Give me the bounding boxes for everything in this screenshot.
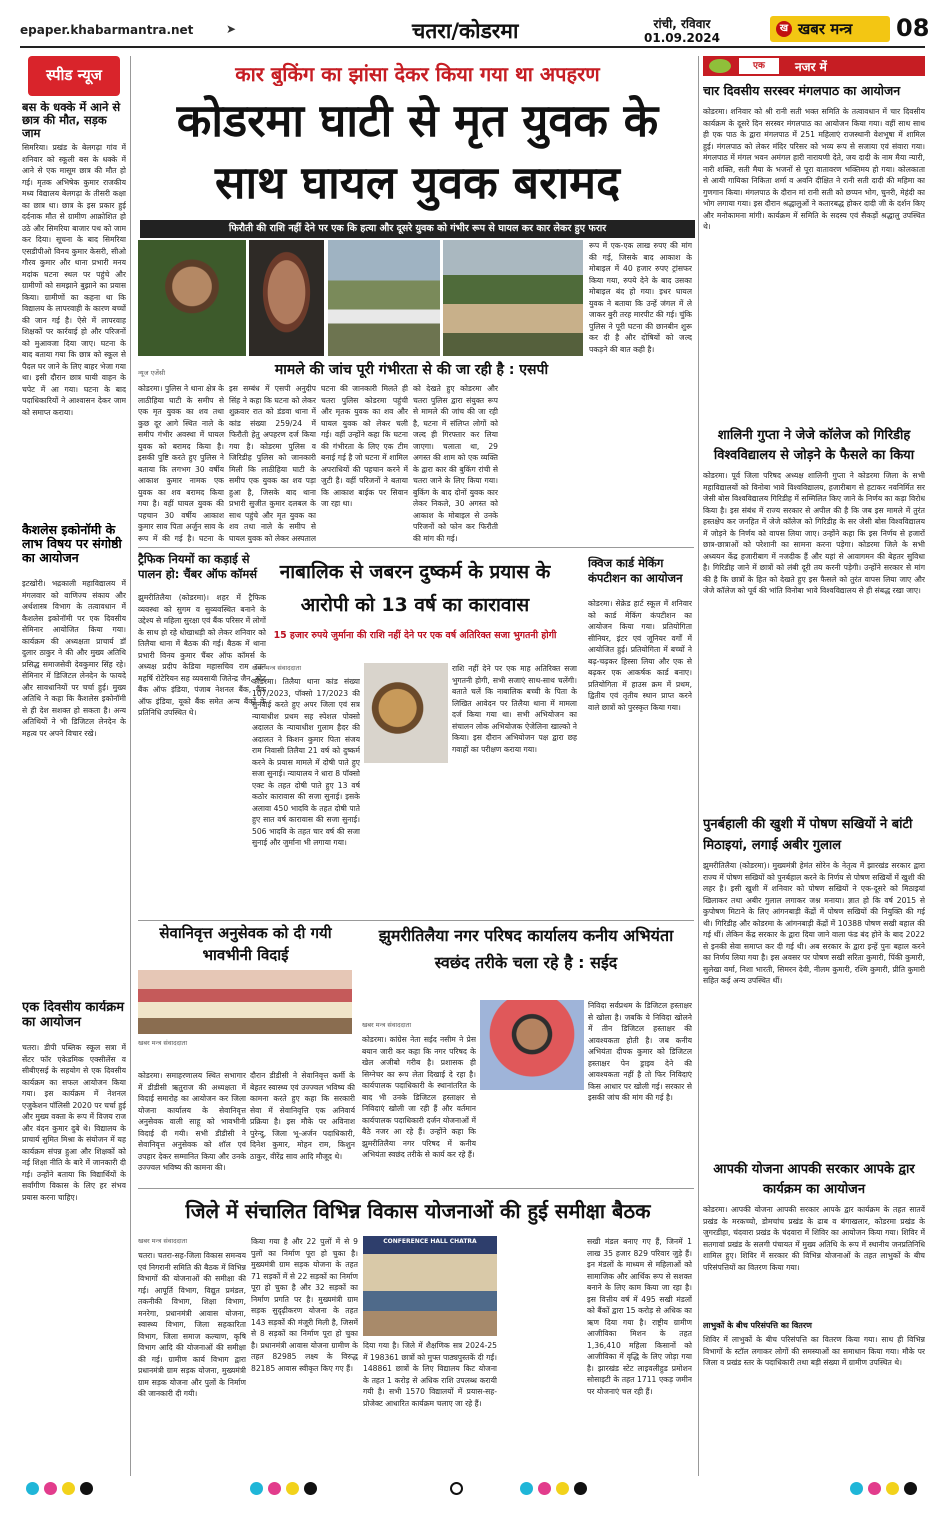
lead-col2: इस सम्बंध में एसपी अनुदीप सिंह ने कहा कि घटना को लेकर शुक्रवार रात को डंडवा थाना में कांड संख्या 259/24 में फिरौती हेतु अपहरण दर्ज किया गया है। कोडरमा पुलिस व जिरिडीह पुलिस को जानकारी मिली कि लाठीहिया घाटी के समीप एक युवक का शव पड़ा हुआ है, जिसके बाद थाना प्रभारी सुजीत कुमार दलबल के साथ पहुंचे और मृत युवक का शव तथा नाले के समीप से घायल युवक को लेकर अस्पताल — [229, 384, 316, 543]
photo-saeed-naseem — [480, 1000, 584, 1090]
nazar-title: नजर में — [795, 60, 827, 74]
ek-nazar-bar — [703, 56, 925, 76]
court-byline: खबर मन्त्र संवाददाता — [252, 664, 302, 672]
lead-bottom-rule — [138, 547, 694, 548]
right-story4-subhead: लाभुकों के बीच परिसंपत्ति का वितरण — [703, 1321, 812, 1330]
traffic-body: झुमरीतिलैया (कोडरमा)। शहर में ट्रैफिक व्यवस्था को सुगम व सुव्यवस्थित बनाने के उद्देश्य से महिला सुरक्षा एवं बैंक परिसर में लोगों के साथ हो रहे धोखाधड़ी को लेकर शनिवार को तिलैया थाना में बैठक की गई। बैठक में थाना प्रभारी विनय कुमार चैंबर ऑफ कॉमर्स के अध्यक्ष प्रदीप केडिया महासचिव राम रतन महर्षि रोटेरियन सह व्यवसायी जितेन्द्र जैन, स्टेट बैंक ऑफ इंडिया, पंजाब नेशनल बैंक, बैंक ऑफ इंडिया, यूको बैंक समेत अन्य बैंकों के प्रतिनिधि उपस्थित थे। — [138, 593, 266, 717]
farewell-headline: सेवानिवृत्त अनुसेवक को दी गयी भावभीनी विदाई — [159, 924, 332, 964]
left-column-rule — [130, 56, 131, 1476]
left-story1-headline: बस के धक्के में आने से छात्र की मौत, सड़क जाम — [22, 101, 121, 139]
farewell-byline: खबर मन्त्र संवाददाता — [138, 1039, 188, 1047]
review-byline: खबर मन्त्र संवाददाता — [138, 1237, 188, 1245]
review-body2: किया गया है और 22 पुलों में से 9 पुलों का निर्माण पूरा हो चुका है। मुख्यमंत्री ग्राम सड़क योजना के तहत 71 सड़कों में से 22 सड़कों का निर्माण पूरा हो चुका है और 32 सड़कों का निर्माण प्रगति पर है। मुख्यमंत्री ग्राम सड़क सुदृढ़ीकरण योजना के तहत 143 सड़कों की मंजूरी मिली है, जिसमें से 8 सड़कों का निर्माण पूरा हो चुका है। प्रधानमंत्री आवास योजना ग्रामीण के तहत 82985 लक्ष्य के विरुद्ध 82185 आवास स्वीकृत किए गए हैं। — [251, 1237, 358, 1373]
traffic-headline: ट्रैफिक नियमों का कड़ाई से पालन हो: चैंबर ऑफ कॉमर्स — [138, 552, 258, 581]
magenta-dot-3 — [538, 1482, 551, 1495]
black-dot-4 — [904, 1482, 917, 1495]
conference-hall-label: CONFERENCE HALL CHATRA — [383, 1238, 477, 1245]
engineer-body-b — [480, 1094, 584, 1184]
magenta-dot — [44, 1482, 57, 1495]
court-headline: नाबालिक से जबरन दुष्कर्म के प्रयास के आरोपी को 13 वर्ष का कारावास — [279, 561, 551, 616]
lower-rule — [138, 1188, 694, 1189]
lead-col1: कोडरमा। पुलिस ने थाना क्षेत्र के लाठीहिया घाटी के समीप से एक मृत युवक का शव तथा कुछ दूर आगे स्थित नाले के समीप गंभीर अवस्था में घायल युवक को बरामद किया है। इसकी पुष्टि करते हुए पुलिस ने बताया कि लगभग 30 वर्षीय आकाश कुमार नामक एक युवक का शव बरामद किया गया है। वहीं घायल युवक की पहचान 30 वर्षीय आकाश कुमार साव पिता अर्जुन साव के रूप में की गई है। घटना के — [138, 384, 224, 543]
site-url[interactable]: epaper.khabarmantra.net — [20, 23, 194, 37]
engineer-byline: खबर मन्त्र संवाददाता — [362, 1021, 412, 1029]
photo-car — [328, 240, 440, 356]
lead-col5: रूप में एक-एक लाख रुपए की मांग की गई, जिसके बाद आकाश के मोबाइल में 40 हजार रुपए ट्रांसफर किया गया, रुपये देने के बाद उसका मोबाइल बंद हो गया। इधर घायल युवक ने बताया कि उन्हें जंगल में ले जाकर बुरी तरह मारपीट की गई। चुंकि पुलिस ने पूरी घटना की छानबीन शुरू कर दी है और दोषियों को जल्द पकड़ने की बात कही है। — [589, 241, 692, 354]
lead-kicker: कार बुकिंग का झांसा देकर किया गया था अपहरण — [235, 62, 600, 86]
section-title: चतरा/कोडरमा — [412, 19, 519, 43]
photo-credit: न्यूज एजेंसी — [138, 369, 166, 377]
cyan-dot — [26, 1482, 39, 1495]
court-body: कोडरमा। तिलैया थाना कांड संख्या 107/2023, पॉक्सो 17/2023 की सुनवाई करते हुए अपर जिला एवं सत्र न्यायाधीश प्रथम सह स्पेशल पोक्सो अदालत के न्यायाधीश गुलाम हैदर की अदालत ने किशन कुमार पिता संजय राम निवासी तिलैया 21 वर्ष को दुष्कर्म करने के प्रयास मामले में दोषी पाते हुए सजा सुनाई। न्यायालय ने धारा 8 पॉक्सो एक्ट के तहत दोषी पाते हुए 13 वर्ष कठोर कारावास की सजा सुनाई। इसके अलावा 450 भादवि के तहत दोषी पाते हुए सात वर्ष कारावास की सजा सुनाई। 506 भादवि के तहत चार वर्ष की सजा सुनाई और जुर्माना भी लगाया गया। — [252, 677, 360, 847]
photo-gavel — [364, 663, 448, 763]
court-body2: राशि नहीं देने पर एक माह अतिरिक्त सजा भुगतनी होगी, सभी सजाएं साथ-साथ चलेंगी। बताते चलें कि नाबालिक बच्ची के पिता के लिखित आवेदन पर तिलैया थाना में मामला दर्ज किया गया था। सभी अभियोजन का संचालन लोक अभियोजक ऐजेलिना खाल्को ने किया। इस दौरान अभियोजन पक्ष द्वारा छह गवाहों का परीक्षण कराया गया। — [452, 664, 577, 754]
brand-name: खबर मन्त्र — [798, 20, 853, 38]
review-headline: जिले में संचालित विभिन्न विकास योजनाओं की हुई समीक्षा बैठक — [185, 1199, 651, 1223]
masthead-strip — [20, 14, 930, 48]
left-story3-body: चतरा। डीपी पब्लिक स्कूल सत्रा में सेंटर फॉर एकेडमिक एक्सीलेंस व सीबीएसई के सहयोग से एक दिवसीय कार्यक्रम का सफल आयोजन किया गया। इस कार्यक्रम में नेशनल एजुकेशन पॉलिसी 2020 पर चर्चा हुई और मुख्य वक्ता के रूप में विजय राज और वंदन कुमार दुबे थे। विद्यालय के प्राचार्य सुमित मिश्रा के संयोजन में यह कार्यक्रम संपन्न हुआ और शिक्षकों को नई शिक्षा नीति के बारे में जानकारी दी गई। उन्होंने बताया कि विद्यार्थियों के सर्वांगीण विकास के लिए हर संभव प्रयास करना चाहिए। — [22, 1043, 126, 1202]
register-mark-icon — [450, 1482, 463, 1495]
lead-col3: घटना की जानकारी मिलते ही चतरा पुलिस कोडरमा पहुंची और मृतक युवक का शव और घायल युवक को लेकर चली गई। वहीं उन्होंने कहा कि घटना की गंभीरता के लिए एक टीम बनाई गई है जो घटना में शामिल अपराधियों की पहचान करने में जुटी है। वहीं परिजनों ने बताया कि आकाश बाईक पर सिवान जा रहा था। — [321, 384, 408, 508]
brand-logo-icon: ख — [776, 21, 792, 37]
review-body3: दिया गया है। जिले में शैक्षणिक सत्र 2024-25 में 198361 छात्रों को मुफ्त पाठ्यपुस्तकें दी गईं। 148861 छात्रों के लिए विद्यालय किट योजना के तहत 1 करोड़ से अधिक राशि उपलब्ध करायी गयी है। सभी 1570 विद्यालयों में प्रयास-सह-प्रोजेक्ट आधारित कार्यक्रम चलाए जा रहे हैं। — [363, 1341, 497, 1408]
date: 01.09.2024 — [644, 31, 720, 45]
magenta-dot-2 — [268, 1482, 281, 1495]
right-story1-headline: चार दिवसीय सरस्वर मंगलपाठ का आयोजन — [703, 83, 901, 98]
quiz-body: कोडरमा। सेक्रेड हार्ट स्कूल में शनिवार को कार्ड मेकिंग कंपटीशन का आयोजन किया गया। प्रतियोगिता सीनियर, इंटर एवं जूनियर वर्गों में आयोजित हुई। प्रतियोगिता में बच्चों ने बढ़-चढ़कर हिस्सा लिया और एक से बढ़कर एक आकर्षक कार्ड बनाए। प्रतियोगिता में हाउस क्रम में प्रथम, द्वितीय एवं तृतीय स्थान प्राप्त करने वाले छात्रों को पुरस्कृत किया गया। — [588, 599, 692, 712]
black-dot-2 — [304, 1482, 317, 1495]
court-body-b — [364, 766, 448, 916]
globe-icon — [709, 59, 731, 73]
photo-police-site — [443, 240, 583, 356]
court-strap: 15 हजार रुपये जुर्माना की राशि नहीं देने पर एक वर्ष अतिरिक्त सजा भुगतनी होगी — [273, 630, 557, 641]
yellow-dot-2 — [286, 1482, 299, 1495]
cyan-dot-2 — [250, 1482, 263, 1495]
photo-injured-back — [249, 240, 324, 356]
mid-rule — [138, 920, 694, 921]
photo-victim-face — [138, 240, 246, 356]
yellow-dot-3 — [556, 1482, 569, 1495]
lead-subhead: मामले की जांच पूरी गंभीरता से की जा रही है : एसपी — [274, 362, 549, 378]
right-story3-body: झुमरीतिलैया (कोडरमा)। मुख्यमंत्री हेमंत सोरेन के नेतृत्व में झारखंड सरकार द्वारा राज्य में पोषण सखियों को पुनर्बहाल करने के निर्णय से पोषण सखियों में खुशी की लहर है। इसी खुशी में शनिवार को पोषण सखियों ने एक-दूसरे को मिठाइयां खिलाकर तथा अबीर गुलाल लगाकर जश्न मनाया। ज्ञात हो कि वर्ष 2015 से कुपोषण मिटाने के लिए आंगनबाड़ी केंद्रों में पोषण सखियों की नियुक्ति की गई थी। गिरिडीह और कोडरमा के आंगनबाड़ी केंद्रों में 10388 पोषण सखी बहाल की गई थीं। लेकिन केंद्र सरकार के द्वारा दिया जाने वाला फंड बंद होने के बाद 2022 से इनकी सेवा समाप्त कर दी गई थी। अब सरकार के द्वारा इन्हें पुनः बहाल करने का निर्णय लिया गया है। इस अवसर पर पोषण सखी सरिता कुमारी, पिंकी कुमारी, सुलेखा वर्मा, निशा भारती, सिमरन देवी, नीलम कुमारी, रश्मि कुमारी, प्रीति कुमारी सहित कई अन्य उपस्थित थीं। — [703, 861, 925, 985]
left-story1-body: सिमरिया। प्रखंड के बेलगढ़ा गांव में शनिवार को स्कूली बस के धक्के में आने से एक मासूम छात्र की मौत हो गई। मृतक अभिषेक कुमार राजकीय मध्य विद्यालय बेलगढ़ा के तीसरी कक्षा का छात्र था। छात्र के इस प्रकार हुई दर्दनाक मौत से ग्रामीण आक्रोशित हो उठे और सिमरिया बाजार पथ को जाम कर दिया। सूचना के बाद सिमरिया एसडीपीओ विनय कुमार केसरी, सीओ गौरव कुमार और थाना प्रभारी मनय मदांक घटना स्थल पर पहुंचे और ग्रामीणों को समझाने बुझाने का प्रयास किया। ग्रामीणों का कहना था कि विद्यालय के लापरवाही के कारण बच्चों की जान गई है। ऐसे में लापरवाह शिक्षकों पर कार्रवाई हो और परिजनों को मुआवजा दिया जाए। घटना के बाद बताया गया कि छात्र को स्कूल से पैदल घर जाने के लिए बाहर भेजा गया था। इसी दौरान छात्र घायी वाहन के चपेट में आ गया। घटना के बाद पदाधिकारियों ने आश्वासन देकर जाम को समाप्त कराया। — [22, 143, 126, 417]
engineer-headline: झुमरीतिलैया नगर परिषद कार्यालय कनीय अभियंता स्वछंद तरीके चला रहे है : सईद — [378, 926, 674, 972]
review-body4: सखी मंडल बनाए गए हैं, जिनमें 1 लाख 35 हजार 829 परिवार जुड़े हैं। इन मंडलों के माध्यम से महिलाओं को सामाजिक और आर्थिक रूप से सशक्त बनाने के लिए काम किया जा रहा है। इस वित्तीय वर्ष में 495 सखी मंडलों को बैंकों द्वारा 15 करोड़ से अधिक का ऋण दिया गया है। राष्ट्रीय ग्रामीण आजीविका मिशन के तहत 1,36,410 महिला किसानों को आजीविका में वृद्धि के लिए जोड़ा गया है। झारखंड स्टेट लाइवलीहुड प्रमोशन सोसाइटी के तहत 1711 एकड़ जमीन पर योजनाएं चल रही हैं। — [587, 1237, 692, 1396]
page-number: 08 — [896, 14, 930, 42]
yellow-dot — [62, 1482, 75, 1495]
ek-tag: एक — [739, 58, 779, 74]
right-column-rule — [698, 56, 699, 1476]
right-story1-body: कोडरमा। शनिवार को श्री रानी सती भक्त समिति के तत्वावधान में चार दिवसीय कार्यक्रम के दूसरे दिन सरस्वर मंगलपाठ का आयोजन किया गया। वहीं साथ साथ ही एक पाठ के द्वारा मंगलपाठ में 251 महिलाएं राजस्थानी वेशभूषा में शामिल हुई। मंगलपाठ को लेकर मंदिर परिसर को भव्य रूप से सजाया एवं संवारा गया। मंगलपाठ में मंगल भवन अमंगल हारी नारायणी देते, जय दादी के नाम मैया न्यारी, नारी शक्ति, सती मैया के भजनों से पूरा वातावरण भक्तिमय हो गया। कोलकाता से आयी गायिका निकिता शर्मा व अवनि दीक्षित ने रानी सती दादी की महिमा का गुणगान किया। मंगलपाठ के दौरान मां रानी सती को छप्पन भोग, चुनरी, मेहंदी का भोग लगाया गया। इस दौरान श्रद्धालुओं ने कतारबद्ध होकर दादी जी के दर्शन किए और मनोकामना मांगी। कार्यक्रम में समिति के सदस्य एवं सैकड़ों श्रद्धालु उपस्थित थे। — [703, 107, 925, 231]
engineer-body2: निविदा सर्वप्रथम के डिजिटल हस्ताक्षर से खोला है। जबकि ये निविदा खोलने में तीन डिजिटल हस्ताक्षर की आवश्यकता होती है। जब कनीय अभियंता दीपक कुमार को डिजिटल हस्ताक्षर पेन ड्राइव देने की आवश्यकता नहीं है तो फिर निविदाएं किस आधार पर खोली गई। सरकार से इसकी जांच की मांग की गई है। — [588, 1001, 692, 1102]
engineer-body: कोडरमा। कांग्रेस नेता सईद नसीम ने प्रेस बयान जारी कर कहा कि नगर परिषद के खेल अजीबो गरीब है। प्रशासक ही सिग्नेचर का रूप लेता दिखाई दे रहा है। कार्यपालक पदाधिकारी के स्थानांतरित के बाद भी उनके डिजिटल हस्ताक्षर से निविदाएं खोली जा रही हैं और वर्तमान कार्यपालक पदाधिकारी दर्जन योजनाओं में बैठे नजर आ रहे हैं। उन्होंने कहा कि झुमरीतिलैया नगर परिषद में कनीय अभियंता स्वछंद तरीके से कार्य कर रहे हैं। — [362, 1035, 476, 1159]
review-body: चतरा। चतरा-सह-जिला विकास समन्वय एवं निगरानी समिति की बैठक में विभिन्न विभागों की योजनाओं की समीक्षा की गई। आपूर्ति विभाग, विद्युत प्रमंडल, तकनीकी विभाग, शिक्षा विभाग, मनरेगा, प्रधानमंत्री आवास योजना, स्वास्थ्य विभाग, जिला सहकारिता विभाग, जिला समाज कल्याण, कृषि विभाग आदि की योजनाओं की समीक्षा की गई। ग्रामीण कार्य विभाग द्वारा प्रधानमंत्री ग्राम सड़क योजना, मुख्यमंत्री ग्राम सड़क योजना और पुलों के निर्माण की जानकारी दी गयी। — [138, 1251, 246, 1398]
right-story4-body2: शिविर में लाभुकों के बीच परिसंपत्ति का वितरण किया गया। साथ ही विभिन्न विभागों के स्टॉल लगाकर लोगों की समस्याओं का समाधान किया गया। मौके पर जिला व प्रखंड स्तर के पदाधिकारी तथा बड़ी संख्या में ग्रामीण उपस्थित थे। — [703, 1335, 925, 1367]
speed-news-badge: स्पीड न्यूज — [28, 56, 120, 96]
photo-conference-hall — [363, 1236, 497, 1336]
lead-strap: फिरौती की राशि नहीं देने पर एक कि हत्या और दूसरे युवक को गंभीर रूप से घायल कर कार लेकर हुए फरार — [140, 220, 695, 238]
left-story2-headline: कैशलेस इकोनॉमी के लाभ विषय पर संगोष्ठी का आयोजन — [22, 523, 122, 565]
black-dot-3 — [574, 1482, 587, 1495]
right-story3-headline: पुनर्बहाली की खुशी में पोषण सखियों ने बांटी मिठाइयां, लगाई अबीर गुलाल — [703, 817, 913, 853]
right-story4-headline: आपकी योजना आपकी सरकार आपके द्वार कार्यक्रम का आयोजन — [713, 1162, 915, 1197]
brand-logo — [770, 16, 890, 42]
lead-col4: को देखते हुए कोडरमा और चतरा पुलिस द्वारा संयुक्त रूप से मामले की जांच की जा रही है, घटना में संलिप्त लोगों को जल्द ही गिरफ्तार कर लिया जाएगा। चलाता था, 29 अगस्त की शाम को एक व्यक्ति के द्वारा कार की बुकिंग रांची से चतरा जाने के लिए किया गया। बुकिंग के बाद दोनों युवक कार लेकर निकले, 30 अगस्त को आकाश के मोबाइल से उनके परिजनों को फोन कर फिरौती की मांग की गई। — [413, 384, 498, 543]
farewell-body2: दौरान डीडीसी ने सेवानिवृत्त कर्मी के बेहतर स्वास्थ्य एवं उज्ज्वल भविष्य की कामना करते हुए कहा कि सरकारी सेवा में सेवानिवृत्ति एक अनिवार्य प्रक्रिया है। इस मौके पर अविनाश पुरेन्दु, जिला भू-अर्जन पदाधिकारी, दिनेश कुमार, मोहन राम, किशुन ठाकुर, वीरेंद्र साव आदि मौजूद थे। — [250, 1071, 355, 1161]
city-day: रांची, रविवार — [653, 17, 711, 31]
lead-headline: कोडरमा घाटी से मृत युवक के साथ घायल युवक बरामद — [176, 94, 659, 209]
yellow-dot-4 — [886, 1482, 899, 1495]
review-body3-b — [502, 1236, 582, 1472]
registration-marks — [0, 1482, 945, 1496]
quiz-headline: क्विज कार्ड मेकिंग कंपटीशन का आयोजन — [588, 556, 683, 585]
right-story4-body: कोडरमा। आपकी योजना आपकी सरकार आपके द्वार कार्यक्रम के तहत सातवें प्रखंड के मरकच्चो, डोमचांच प्रखंड के ढाब व बंगाखलार, कोडरमा प्रखंड के जुगरडीहा, चंदवारा प्रखंड के चंदवारा में शिविर का आयोजन किया गया। शिविर में सतगावां प्रखंड के सलगी पंचायत में मुख्य अतिथि के रूप में स्थानीय जनप्रतिनिधि शामिल हुए। शिविर में सरकार की विभिन्न योजनाओं के तहत लाभुकों के बीच परिसंपत्तियों का वितरण किया गया। — [703, 1205, 925, 1272]
lead-col4-cont — [503, 383, 585, 543]
right-story2-headline: शालिनी गुप्ता ने जेजे कॉलेज को गिरिडीह विश्वविद्यालय से जोड़ने के फैसले का किया — [713, 428, 915, 463]
photo-farewell-group — [138, 970, 352, 1034]
farewell-body: कोडरमा। समाहरणालय स्थित सभागार में डीडीसी ऋतुराज की अध्यक्षता में विदाई समारोह का आयोजन कर जिला योजना कार्यालय के सेवानिवृत्त अनुसेवक वाली साहू को भावभीनी विदाई दी गयी। सभी डीडीसी ने सेवानिवृत्त अनुसेवक को शॉल एवं उपहार देकर सम्मानित किया और उनके उज्ज्वल भविष्य की कामना की। — [138, 1071, 246, 1172]
cyan-dot-3 — [520, 1482, 533, 1495]
cyan-dot-4 — [850, 1482, 863, 1495]
dateline — [644, 17, 720, 45]
cursor-icon: ➤ — [226, 22, 237, 36]
left-story3-headline: एक दिवसीय कार्यक्रम का आयोजन — [22, 1000, 125, 1030]
black-dot — [80, 1482, 93, 1495]
magenta-dot-4 — [868, 1482, 881, 1495]
left-story2-body: इटखोरी। भद्रकाली महाविद्यालय में मंगलवार को वाणिज्य संकाय और अर्थशास्त्र विभाग के तत्वावधान में कैशलेस इकोनॉमी पर एक दिवसीय सेमिनार आयोजित किया गया। कार्यक्रम की अध्यक्षता प्राचार्य डॉ दुलार ठाकुर ने की और मुख्य अतिथि प्रसिद्ध समाजसेवी देवकुमार सिंह रहे। सेमिनार में डिजिटल लेनदेन के फायदे और सावधानियों पर चर्चा हुई। मुख्य अतिथि ने कहा कि कैशलेस इकोनॉमी से ही देश सशक्त हो सकता है। अन्य अतिथियों ने भी डिजिटल लेनदेन के महत्व पर अपने विचार रखे। — [22, 579, 126, 738]
right-story2-body: कोडरमा। पूर्व जिला परिषद अध्यक्ष शालिनी गुप्ता ने कोडरमा जिला के सभी महाविद्यालयों को विनोबा भावे विश्वविद्यालय, हजारीबाग से हटाकर नवनिर्मित सर जेसी बोस विश्वविद्यालय गिरिडीह में सम्मिलित किए जाने के निर्णय का कड़ा विरोध किया है। इस संबंध में राज्य सरकार से अपील की है कि जब इस मामले में तुरंत हस्तक्षेप कर जनहित में जेजे कॉलेज को गिरिडीह के सर जेसी बोस विश्वविद्यालय में जोड़ने के निर्णय को वापस लिया जाए। उन्होंने कहा कि इस निर्णय से हजारों छात्र-छात्राओं को परेशानी का सामना करना पड़ेगा। कोडरमा जिले के सभी अध्ययन केंद्र हजारीबाग में नजदीक हैं और यहां से आवागमन की बेहतर सुविधा है। गिरिडीह जाने में छात्रों को लंबी दूरी तय करनी पड़ेगी। उन्होंने सरकार से मांग की है कि छात्रों के हित को देखते हुए इस फैसले को तुरंत वापस लिया जाए और जेजे कॉलेज को पूर्व की भांति विनोबा भावे विश्वविद्यालय से ही संबद्ध रखा जाए। — [703, 471, 925, 595]
